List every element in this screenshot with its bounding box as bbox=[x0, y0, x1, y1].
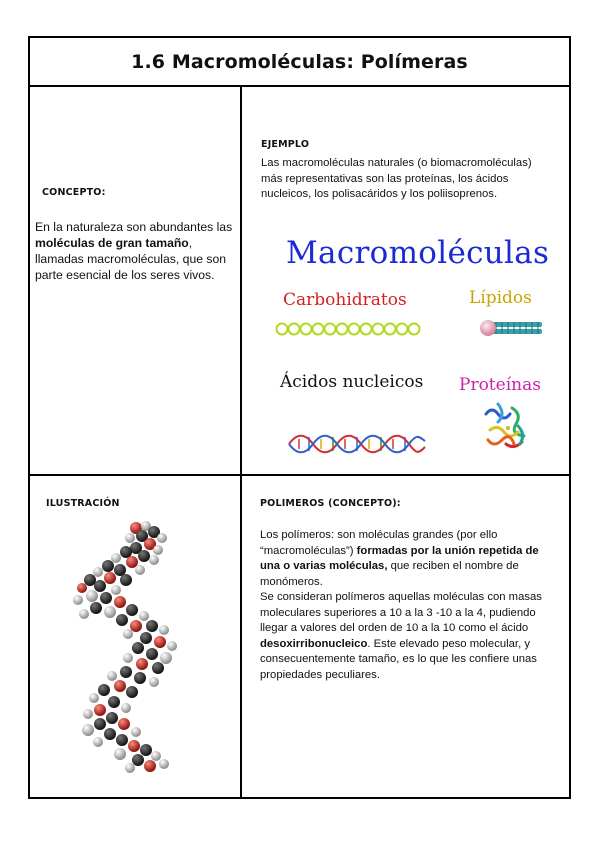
concepto-label: CONCEPTO: bbox=[42, 187, 106, 198]
concepto-text-1: En la naturaleza son abundantes las bbox=[35, 220, 233, 234]
acidos-nucleicos-label: Ácidos nucleicos bbox=[280, 372, 424, 392]
polimeros-label: POLIMEROS (CONCEPTO): bbox=[260, 498, 401, 509]
proteinas-label: Proteínas bbox=[459, 375, 541, 395]
ejemplo-cell bbox=[242, 87, 571, 474]
title-row bbox=[30, 38, 569, 87]
dna-helix-icon bbox=[287, 433, 427, 455]
polimeros-text bbox=[260, 528, 556, 683]
polimeros-p2-b: . Este elevado peso molecular, y consecuentemente tamaño, es lo que les confiere unas propiedades peculiares. bbox=[260, 637, 537, 681]
ilustracion-cell bbox=[30, 476, 240, 799]
carbohydrate-bead-chain bbox=[275, 321, 421, 337]
ilustracion-label: ILUSTRACIÓN bbox=[46, 498, 120, 509]
polimeros-p1-bold: formadas por la unión repetida de una o varias moléculas, bbox=[260, 544, 539, 572]
polimeros-p1-a: Los polímeros: son moléculas grandes (por ello “macromoléculas”) bbox=[260, 529, 498, 557]
polimeros-p1-b: que reciben el nombre de monómeros. bbox=[260, 560, 519, 588]
macromoleculas-heading: Macromoléculas bbox=[286, 235, 550, 271]
lipidos-label: Lípidos bbox=[469, 288, 532, 308]
page-title: 1.6 Macromoléculas: Polímeras bbox=[131, 50, 468, 73]
concepto-cell bbox=[30, 87, 240, 474]
concepto-text-2: , llamadas macromoléculas, que son parte esencial de los seres vivos. bbox=[35, 236, 227, 282]
polymer-molecule-illustration bbox=[66, 518, 196, 776]
ejemplo-text: Las macromoléculas naturales (o biomacromoléculas) más representativas son las proteínas, los ácidos nucleicos, los polisacáridos y los poliisoprenos. bbox=[261, 157, 532, 200]
carbohidratos-label: Carbohidratos bbox=[283, 290, 407, 310]
lipid-molecule-icon bbox=[478, 315, 544, 341]
protein-structure-icon bbox=[478, 400, 538, 458]
ejemplo-label: EJEMPLO bbox=[261, 139, 310, 150]
worksheet-frame bbox=[28, 36, 571, 799]
polimeros-p2-bold: desoxirribonucleico bbox=[260, 637, 368, 650]
concepto-text bbox=[35, 219, 233, 283]
polimeros-cell bbox=[242, 476, 571, 799]
concepto-text-bold: moléculas de gran tamaño bbox=[35, 236, 189, 250]
polimeros-p2-a: Se consideran polímeros aquellas moléculas con masas moleculares superiores a 10 a la 3 -10 a la 4, pudiendo llegar a valores del orden de 10 a la 10 como el ácido bbox=[260, 591, 542, 634]
